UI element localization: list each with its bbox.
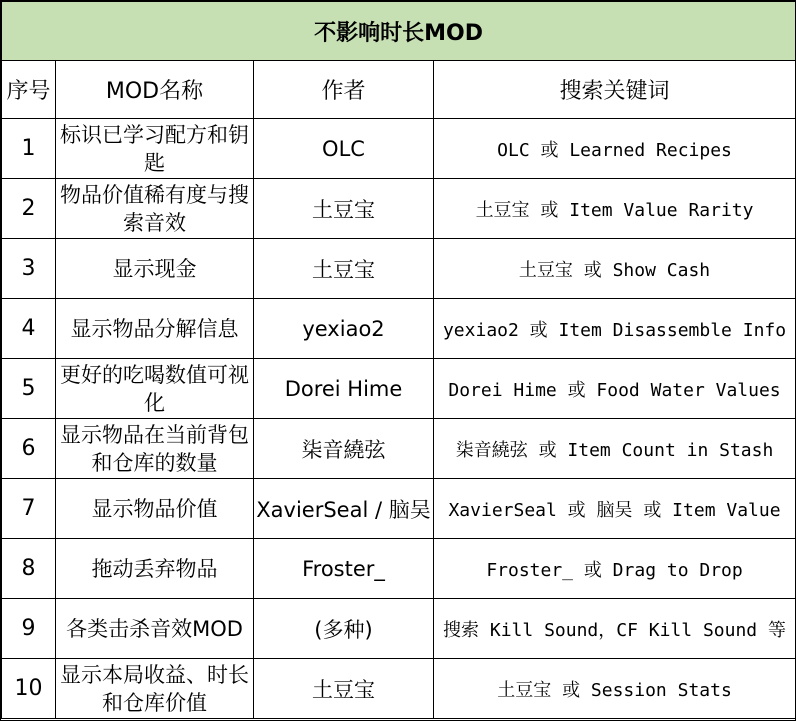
row-keyword: 土豆宝 或 Show Cash [434,239,796,299]
row-keyword: 土豆宝 或 Session Stats [434,659,796,719]
row-mod-name: 标识已学习配方和钥匙 [56,119,254,179]
row-mod-name: 各类击杀音效MOD [56,599,254,659]
row-keyword: Froster_ 或 Drag to Drop [434,539,796,599]
row-number: 10 [2,659,56,719]
row-number: 5 [2,359,56,419]
row-number: 9 [2,599,56,659]
row-author: 土豆宝 [254,179,434,239]
row-mod-name: 显示物品在当前背包和仓库的数量 [56,419,254,479]
row-keyword: 土豆宝 或 Item Value Rarity [434,179,796,239]
row-author: yexiao2 [254,299,434,359]
row-number: 2 [2,179,56,239]
row-mod-name: 更好的吃喝数值可视化 [56,359,254,419]
row-author: (多种) [254,599,434,659]
row-number: 8 [2,539,56,599]
table-row [2,179,796,239]
table-row [2,299,796,359]
header-row [2,61,796,119]
row-author: 柒音繞弦 [254,419,434,479]
row-keyword: 搜索 Kill Sound，CF Kill Sound 等 [434,599,796,659]
header-author: 作者 [254,61,434,119]
header-keyword: 搜索关键词 [434,61,796,119]
header-number: 序号 [2,61,56,119]
row-mod-name: 拖动丢弃物品 [56,539,254,599]
row-number: 1 [2,119,56,179]
row-keyword: 柒音繞弦 或 Item Count in Stash [434,419,796,479]
table-row [2,539,796,599]
row-mod-name: 显示物品分解信息 [56,299,254,359]
row-number: 3 [2,239,56,299]
table-row [2,239,796,299]
row-author: Froster_ [254,539,434,599]
table-row [2,359,796,419]
row-mod-name: 显示物品价值 [56,479,254,539]
row-author: XavierSeal / 脑吴 [254,479,434,539]
row-author: 土豆宝 [254,659,434,719]
row-author: OLC [254,119,434,179]
table-row [2,119,796,179]
table-row [2,599,796,659]
table-row [2,659,796,719]
header-mod-name: MOD名称 [56,61,254,119]
row-keyword: XavierSeal 或 脑吴 或 Item Value [434,479,796,539]
row-keyword: yexiao2 或 Item Disassemble Info [434,299,796,359]
table-title: 不影响时长MOD [2,2,796,61]
row-mod-name: 显示本局收益、时长和仓库价值 [56,659,254,719]
row-number: 6 [2,419,56,479]
mod-table [1,1,796,719]
row-keyword: OLC 或 Learned Recipes [434,119,796,179]
row-keyword: Dorei Hime 或 Food Water Values [434,359,796,419]
table-row [2,479,796,539]
row-mod-name: 物品价值稀有度与搜索音效 [56,179,254,239]
row-author: Dorei Hime [254,359,434,419]
table-row [2,419,796,479]
row-number: 4 [2,299,56,359]
row-mod-name: 显示现金 [56,239,254,299]
row-author: 土豆宝 [254,239,434,299]
row-number: 7 [2,479,56,539]
